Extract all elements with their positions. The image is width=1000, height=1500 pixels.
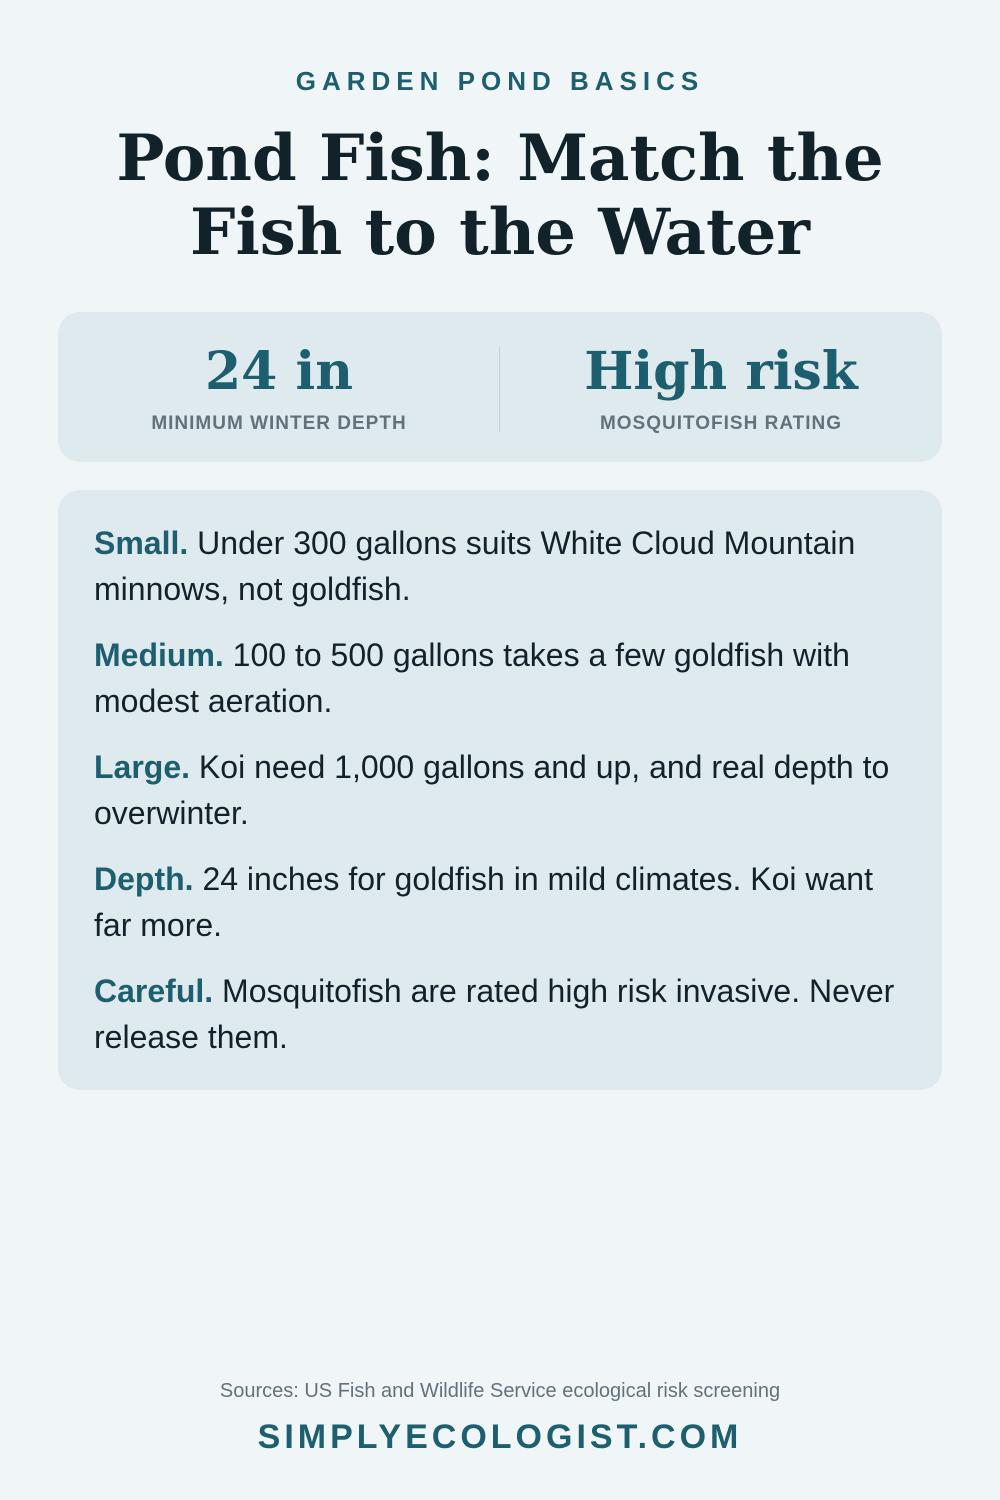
tip-careful [94,968,906,1060]
tip-medium [94,632,906,724]
tip-lead: Large. [94,749,191,785]
stat-winter-depth [58,312,500,462]
tip-small [94,520,906,612]
tip-lead: Depth. [94,861,194,897]
sources-note: Sources: US Fish and Wildlife Service ecological risk screening [219,1380,781,1402]
stat-label: MOSQUITOFISH RATING [599,413,843,434]
tip-lead: Small. [94,525,189,561]
tips-panel [58,490,942,1090]
site-url: SIMPLYECOLOGIST.COM [257,1418,743,1456]
tip-text: Mosquitofish are rated high risk invasive. Never release them. [94,973,895,1055]
stat-value: High risk [584,341,858,402]
tip-large [94,744,906,836]
eyebrow-label: GARDEN POND BASICS [295,66,705,96]
stat-value: 24 in [204,341,354,402]
page-title: Pond Fish: Match the Fish to the Water [116,121,884,270]
tip-lead: Careful. [94,973,214,1009]
tip-text: Under 300 gallons suits White Cloud Mountain minnows, not goldfish. [94,525,856,607]
tip-text: 100 to 500 gallons takes a few goldfish with modest aeration. [94,637,850,719]
tip-text: 24 inches for goldfish in mild climates. Koi want far more. [94,861,873,943]
tip-text: Koi need 1,000 gallons and up, and real depth to overwinter. [94,749,890,831]
tip-depth [94,856,906,948]
stat-label: MINIMUM WINTER DEPTH [151,413,407,434]
stats-panel [58,312,942,462]
stat-mosquitofish-rating [500,312,942,462]
tip-lead: Medium. [94,637,224,673]
